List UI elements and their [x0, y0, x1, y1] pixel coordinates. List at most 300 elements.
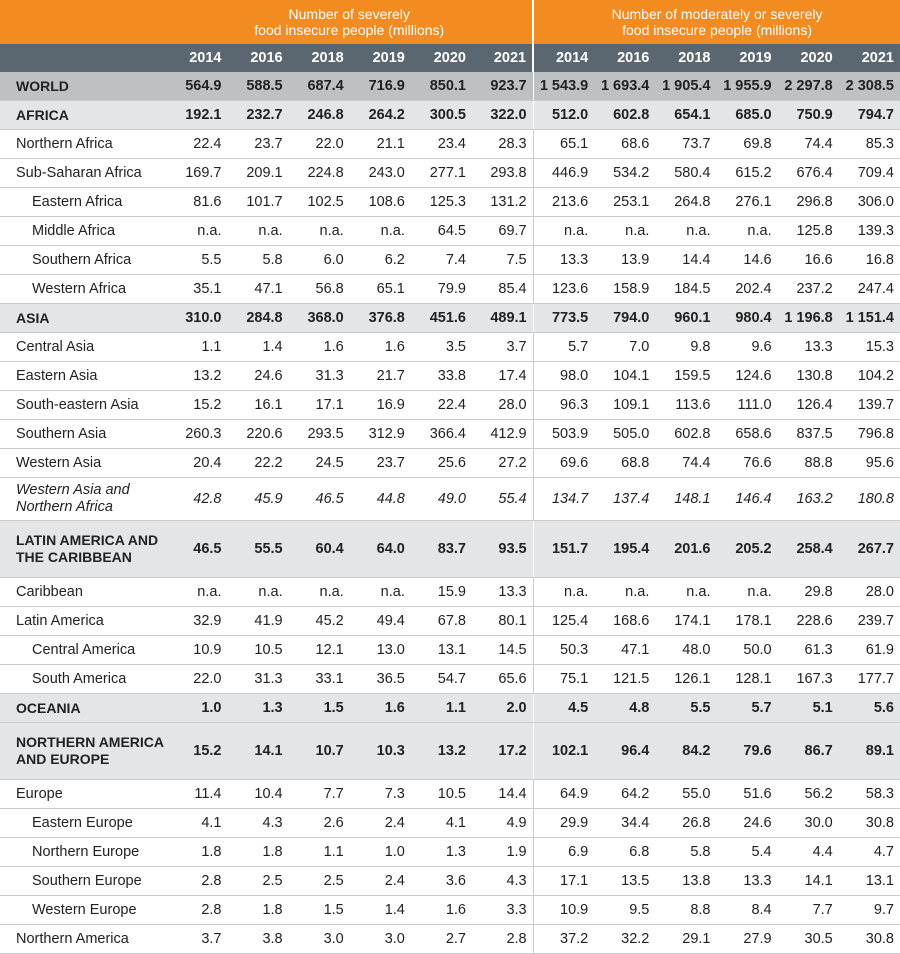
value-cell: 1.0	[166, 694, 227, 723]
value-cell: 1 543.9	[533, 72, 594, 101]
value-cell: 96.4	[594, 723, 655, 780]
value-cell: 64.2	[594, 780, 655, 809]
value-cell: 13.8	[655, 867, 716, 896]
year-header-cell: 2019	[716, 44, 777, 72]
value-cell: 5.7	[533, 333, 594, 362]
value-cell: 2 308.5	[839, 72, 900, 101]
value-cell: 104.1	[594, 362, 655, 391]
value-cell: 134.7	[533, 478, 594, 521]
value-cell: 31.3	[289, 362, 350, 391]
value-cell: 213.6	[533, 188, 594, 217]
value-cell: 1.0	[350, 838, 411, 867]
table-row	[0, 636, 900, 665]
value-cell: 177.7	[839, 665, 900, 694]
value-cell: 30.0	[778, 809, 839, 838]
value-cell: n.a.	[227, 578, 288, 607]
value-cell: 284.8	[227, 304, 288, 333]
row-label: Central Asia	[0, 333, 166, 362]
value-cell: 1.3	[411, 838, 472, 867]
value-cell: 5.6	[839, 694, 900, 723]
group-header-moderate	[533, 0, 900, 44]
value-cell: 85.3	[839, 130, 900, 159]
group-header-moderate-line1: Number of moderately or severely	[611, 6, 823, 22]
value-cell: 17.2	[472, 723, 533, 780]
table-row	[0, 607, 900, 636]
value-cell: 55.0	[655, 780, 716, 809]
value-cell: 2.8	[166, 896, 227, 925]
value-cell: 7.5	[472, 246, 533, 275]
value-cell: 503.9	[533, 420, 594, 449]
row-label: AFRICA	[0, 101, 166, 130]
value-cell: 7.3	[350, 780, 411, 809]
value-cell: 2 297.8	[778, 72, 839, 101]
value-cell: 580.4	[655, 159, 716, 188]
value-cell: 709.4	[839, 159, 900, 188]
value-cell: 716.9	[350, 72, 411, 101]
value-cell: 202.4	[716, 275, 777, 304]
value-cell: 79.9	[411, 275, 472, 304]
value-cell: 243.0	[350, 159, 411, 188]
value-cell: 56.8	[289, 275, 350, 304]
row-label: Western Europe	[0, 896, 166, 925]
value-cell: 23.4	[411, 130, 472, 159]
table-row	[0, 694, 900, 723]
row-label: Europe	[0, 780, 166, 809]
row-label: South-eastern Asia	[0, 391, 166, 420]
value-cell: 15.2	[166, 723, 227, 780]
value-cell: 1.1	[166, 333, 227, 362]
value-cell: 296.8	[778, 188, 839, 217]
value-cell: 368.0	[289, 304, 350, 333]
value-cell: 41.9	[227, 607, 288, 636]
value-cell: 512.0	[533, 101, 594, 130]
value-cell: 64.9	[533, 780, 594, 809]
value-cell: 376.8	[350, 304, 411, 333]
year-header-blank	[0, 44, 166, 72]
value-cell: 67.8	[411, 607, 472, 636]
value-cell: 195.4	[594, 521, 655, 578]
value-cell: 192.1	[166, 101, 227, 130]
value-cell: 24.5	[289, 449, 350, 478]
value-cell: 45.2	[289, 607, 350, 636]
value-cell: 30.8	[839, 809, 900, 838]
value-cell: 22.0	[289, 130, 350, 159]
value-cell: 13.3	[472, 578, 533, 607]
value-cell: 1 151.4	[839, 304, 900, 333]
value-cell: 47.1	[227, 275, 288, 304]
value-cell: 47.1	[594, 636, 655, 665]
year-header-cell: 2020	[411, 44, 472, 72]
year-header-cell: 2014	[533, 44, 594, 72]
row-label: Middle Africa	[0, 217, 166, 246]
value-cell: 1.4	[227, 333, 288, 362]
value-cell: 1.5	[289, 896, 350, 925]
value-cell: 113.6	[655, 391, 716, 420]
value-cell: 137.4	[594, 478, 655, 521]
value-cell: 2.4	[350, 809, 411, 838]
value-cell: 126.4	[778, 391, 839, 420]
value-cell: 121.5	[594, 665, 655, 694]
value-cell: 76.6	[716, 449, 777, 478]
value-cell: 14.1	[778, 867, 839, 896]
value-cell: 1 693.4	[594, 72, 655, 101]
value-cell: 10.9	[166, 636, 227, 665]
value-cell: n.a.	[289, 217, 350, 246]
value-cell: 93.5	[472, 521, 533, 578]
value-cell: 58.3	[839, 780, 900, 809]
value-cell: 32.9	[166, 607, 227, 636]
value-cell: 602.8	[655, 420, 716, 449]
value-cell: 276.1	[716, 188, 777, 217]
value-cell: 64.0	[350, 521, 411, 578]
value-cell: 33.8	[411, 362, 472, 391]
value-cell: 239.7	[839, 607, 900, 636]
table-row	[0, 809, 900, 838]
value-cell: 139.7	[839, 391, 900, 420]
value-cell: 15.2	[166, 391, 227, 420]
value-cell: 124.6	[716, 362, 777, 391]
table-row	[0, 780, 900, 809]
value-cell: 46.5	[166, 521, 227, 578]
value-cell: 79.6	[716, 723, 777, 780]
value-cell: 28.0	[472, 391, 533, 420]
value-cell: 24.6	[716, 809, 777, 838]
value-cell: 205.2	[716, 521, 777, 578]
table-row	[0, 391, 900, 420]
row-label: Latin America	[0, 607, 166, 636]
table-row	[0, 420, 900, 449]
value-cell: n.a.	[716, 217, 777, 246]
value-cell: 102.5	[289, 188, 350, 217]
table-row	[0, 130, 900, 159]
value-cell: 246.8	[289, 101, 350, 130]
value-cell: 28.0	[839, 578, 900, 607]
value-cell: 44.8	[350, 478, 411, 521]
value-cell: 2.8	[472, 925, 533, 954]
row-label: Northern Africa	[0, 130, 166, 159]
value-cell: 27.2	[472, 449, 533, 478]
value-cell: 50.0	[716, 636, 777, 665]
year-header-cell: 2019	[350, 44, 411, 72]
value-cell: 4.9	[472, 809, 533, 838]
row-label: Western Asia and Northern Africa	[0, 478, 166, 521]
value-cell: 534.2	[594, 159, 655, 188]
value-cell: 9.5	[594, 896, 655, 925]
value-cell: 69.6	[533, 449, 594, 478]
value-cell: 2.5	[227, 867, 288, 896]
table-row	[0, 101, 900, 130]
value-cell: 446.9	[533, 159, 594, 188]
value-cell: 3.6	[411, 867, 472, 896]
value-cell: n.a.	[166, 217, 227, 246]
value-cell: 232.7	[227, 101, 288, 130]
value-cell: 654.1	[655, 101, 716, 130]
value-cell: 10.5	[227, 636, 288, 665]
value-cell: 2.7	[411, 925, 472, 954]
row-label: OCEANIA	[0, 694, 166, 723]
value-cell: 54.7	[411, 665, 472, 694]
value-cell: 35.1	[166, 275, 227, 304]
value-cell: n.a.	[166, 578, 227, 607]
value-cell: 3.0	[350, 925, 411, 954]
value-cell: 796.8	[839, 420, 900, 449]
value-cell: 9.6	[716, 333, 777, 362]
value-cell: 13.1	[411, 636, 472, 665]
value-cell: 2.5	[289, 867, 350, 896]
value-cell: 980.4	[716, 304, 777, 333]
value-cell: 167.3	[778, 665, 839, 694]
value-cell: 11.4	[166, 780, 227, 809]
value-cell: 4.7	[839, 838, 900, 867]
value-cell: 5.5	[655, 694, 716, 723]
value-cell: 6.8	[594, 838, 655, 867]
value-cell: 17.1	[289, 391, 350, 420]
value-cell: 3.5	[411, 333, 472, 362]
value-cell: 65.1	[350, 275, 411, 304]
table-row	[0, 665, 900, 694]
value-cell: 237.2	[778, 275, 839, 304]
value-cell: 125.4	[533, 607, 594, 636]
row-label: NORTHERN AMERICA AND EUROPE	[0, 723, 166, 780]
value-cell: 1.3	[227, 694, 288, 723]
value-cell: 306.0	[839, 188, 900, 217]
value-cell: 61.3	[778, 636, 839, 665]
table-row	[0, 188, 900, 217]
value-cell: 169.7	[166, 159, 227, 188]
value-cell: 12.1	[289, 636, 350, 665]
value-cell: 676.4	[778, 159, 839, 188]
value-cell: 7.7	[289, 780, 350, 809]
value-cell: 1.9	[472, 838, 533, 867]
value-cell: 16.1	[227, 391, 288, 420]
value-cell: 23.7	[350, 449, 411, 478]
value-cell: 33.1	[289, 665, 350, 694]
table-row	[0, 362, 900, 391]
value-cell: 1.6	[411, 896, 472, 925]
value-cell: 209.1	[227, 159, 288, 188]
value-cell: 489.1	[472, 304, 533, 333]
value-cell: 13.2	[411, 723, 472, 780]
value-cell: 148.1	[655, 478, 716, 521]
value-cell: 163.2	[778, 478, 839, 521]
row-label: LATIN AMERICA AND THE CARIBBEAN	[0, 521, 166, 578]
row-label: Western Africa	[0, 275, 166, 304]
value-cell: 25.6	[411, 449, 472, 478]
value-cell: 14.6	[716, 246, 777, 275]
table-row	[0, 521, 900, 578]
value-cell: 22.0	[166, 665, 227, 694]
value-cell: 773.5	[533, 304, 594, 333]
value-cell: 69.7	[472, 217, 533, 246]
value-cell: 7.4	[411, 246, 472, 275]
value-cell: 247.4	[839, 275, 900, 304]
year-header-cell: 2016	[594, 44, 655, 72]
row-label: Southern Europe	[0, 867, 166, 896]
value-cell: 22.2	[227, 449, 288, 478]
value-cell: 139.3	[839, 217, 900, 246]
value-cell: 146.4	[716, 478, 777, 521]
value-cell: n.a.	[289, 578, 350, 607]
value-cell: 30.5	[778, 925, 839, 954]
value-cell: 10.9	[533, 896, 594, 925]
value-cell: 88.8	[778, 449, 839, 478]
value-cell: 3.7	[166, 925, 227, 954]
table-row	[0, 723, 900, 780]
value-cell: 16.6	[778, 246, 839, 275]
value-cell: 86.7	[778, 723, 839, 780]
value-cell: 794.0	[594, 304, 655, 333]
value-cell: 13.9	[594, 246, 655, 275]
value-cell: 74.4	[655, 449, 716, 478]
value-cell: 158.9	[594, 275, 655, 304]
value-cell: 29.8	[778, 578, 839, 607]
table-row	[0, 578, 900, 607]
value-cell: 17.1	[533, 867, 594, 896]
table-row	[0, 838, 900, 867]
value-cell: 109.1	[594, 391, 655, 420]
value-cell: 4.1	[166, 809, 227, 838]
value-cell: 7.7	[778, 896, 839, 925]
value-cell: 96.3	[533, 391, 594, 420]
year-header-row	[0, 44, 900, 72]
value-cell: n.a.	[227, 217, 288, 246]
value-cell: 10.5	[411, 780, 472, 809]
value-cell: 615.2	[716, 159, 777, 188]
value-cell: 45.9	[227, 478, 288, 521]
value-cell: 24.6	[227, 362, 288, 391]
row-label: Eastern Asia	[0, 362, 166, 391]
row-label: Northern Europe	[0, 838, 166, 867]
value-cell: 55.5	[227, 521, 288, 578]
row-label: WORLD	[0, 72, 166, 101]
value-cell: 23.7	[227, 130, 288, 159]
value-cell: 1.1	[411, 694, 472, 723]
value-cell: 837.5	[778, 420, 839, 449]
value-cell: 123.6	[533, 275, 594, 304]
year-header-cell: 2020	[778, 44, 839, 72]
value-cell: 794.7	[839, 101, 900, 130]
value-cell: 16.9	[350, 391, 411, 420]
value-cell: 151.7	[533, 521, 594, 578]
table-row	[0, 333, 900, 362]
value-cell: 49.4	[350, 607, 411, 636]
value-cell: 29.9	[533, 809, 594, 838]
value-cell: 5.8	[227, 246, 288, 275]
value-cell: 65.6	[472, 665, 533, 694]
value-cell: 750.9	[778, 101, 839, 130]
value-cell: 1 955.9	[716, 72, 777, 101]
year-header-cell: 2016	[227, 44, 288, 72]
value-cell: 126.1	[655, 665, 716, 694]
value-cell: 1.1	[289, 838, 350, 867]
value-cell: n.a.	[716, 578, 777, 607]
value-cell: 178.1	[716, 607, 777, 636]
value-cell: 56.2	[778, 780, 839, 809]
value-cell: 588.5	[227, 72, 288, 101]
row-label: Eastern Africa	[0, 188, 166, 217]
value-cell: 13.0	[350, 636, 411, 665]
value-cell: 1 196.8	[778, 304, 839, 333]
value-cell: 4.3	[227, 809, 288, 838]
value-cell: 128.1	[716, 665, 777, 694]
value-cell: 13.2	[166, 362, 227, 391]
value-cell: 451.6	[411, 304, 472, 333]
value-cell: 2.4	[350, 867, 411, 896]
value-cell: n.a.	[655, 217, 716, 246]
value-cell: 29.1	[655, 925, 716, 954]
value-cell: 31.3	[227, 665, 288, 694]
value-cell: 293.5	[289, 420, 350, 449]
value-cell: 293.8	[472, 159, 533, 188]
value-cell: 81.6	[166, 188, 227, 217]
row-label: Northern America	[0, 925, 166, 954]
value-cell: 602.8	[594, 101, 655, 130]
table-row	[0, 159, 900, 188]
value-cell: 2.8	[166, 867, 227, 896]
year-header-cell: 2018	[289, 44, 350, 72]
value-cell: 13.3	[716, 867, 777, 896]
value-cell: n.a.	[594, 217, 655, 246]
value-cell: 28.3	[472, 130, 533, 159]
value-cell: 685.0	[716, 101, 777, 130]
value-cell: 658.6	[716, 420, 777, 449]
table-row	[0, 72, 900, 101]
value-cell: 228.6	[778, 607, 839, 636]
row-label: Sub-Saharan Africa	[0, 159, 166, 188]
value-cell: n.a.	[655, 578, 716, 607]
value-cell: 850.1	[411, 72, 472, 101]
value-cell: 32.2	[594, 925, 655, 954]
value-cell: n.a.	[594, 578, 655, 607]
value-cell: 48.0	[655, 636, 716, 665]
group-header-row	[0, 0, 900, 44]
value-cell: 10.7	[289, 723, 350, 780]
value-cell: 5.8	[655, 838, 716, 867]
value-cell: 34.4	[594, 809, 655, 838]
value-cell: 69.8	[716, 130, 777, 159]
value-cell: 687.4	[289, 72, 350, 101]
value-cell: 923.7	[472, 72, 533, 101]
value-cell: 312.9	[350, 420, 411, 449]
row-label: Southern Asia	[0, 420, 166, 449]
row-label: Southern Africa	[0, 246, 166, 275]
value-cell: 27.9	[716, 925, 777, 954]
value-cell: 14.4	[655, 246, 716, 275]
value-cell: 14.4	[472, 780, 533, 809]
table-row	[0, 867, 900, 896]
value-cell: 102.1	[533, 723, 594, 780]
group-header-severe-line2: food insecure people (millions)	[254, 22, 445, 38]
value-cell: 6.9	[533, 838, 594, 867]
value-cell: 184.5	[655, 275, 716, 304]
table-row	[0, 925, 900, 954]
value-cell: 180.8	[839, 478, 900, 521]
value-cell: 125.3	[411, 188, 472, 217]
value-cell: 960.1	[655, 304, 716, 333]
value-cell: 130.8	[778, 362, 839, 391]
value-cell: 300.5	[411, 101, 472, 130]
value-cell: 3.0	[289, 925, 350, 954]
table-row	[0, 478, 900, 521]
table-row	[0, 449, 900, 478]
value-cell: 37.2	[533, 925, 594, 954]
value-cell: n.a.	[350, 217, 411, 246]
value-cell: 61.9	[839, 636, 900, 665]
year-header-cell: 2018	[655, 44, 716, 72]
value-cell: 17.4	[472, 362, 533, 391]
value-cell: 366.4	[411, 420, 472, 449]
value-cell: 310.0	[166, 304, 227, 333]
